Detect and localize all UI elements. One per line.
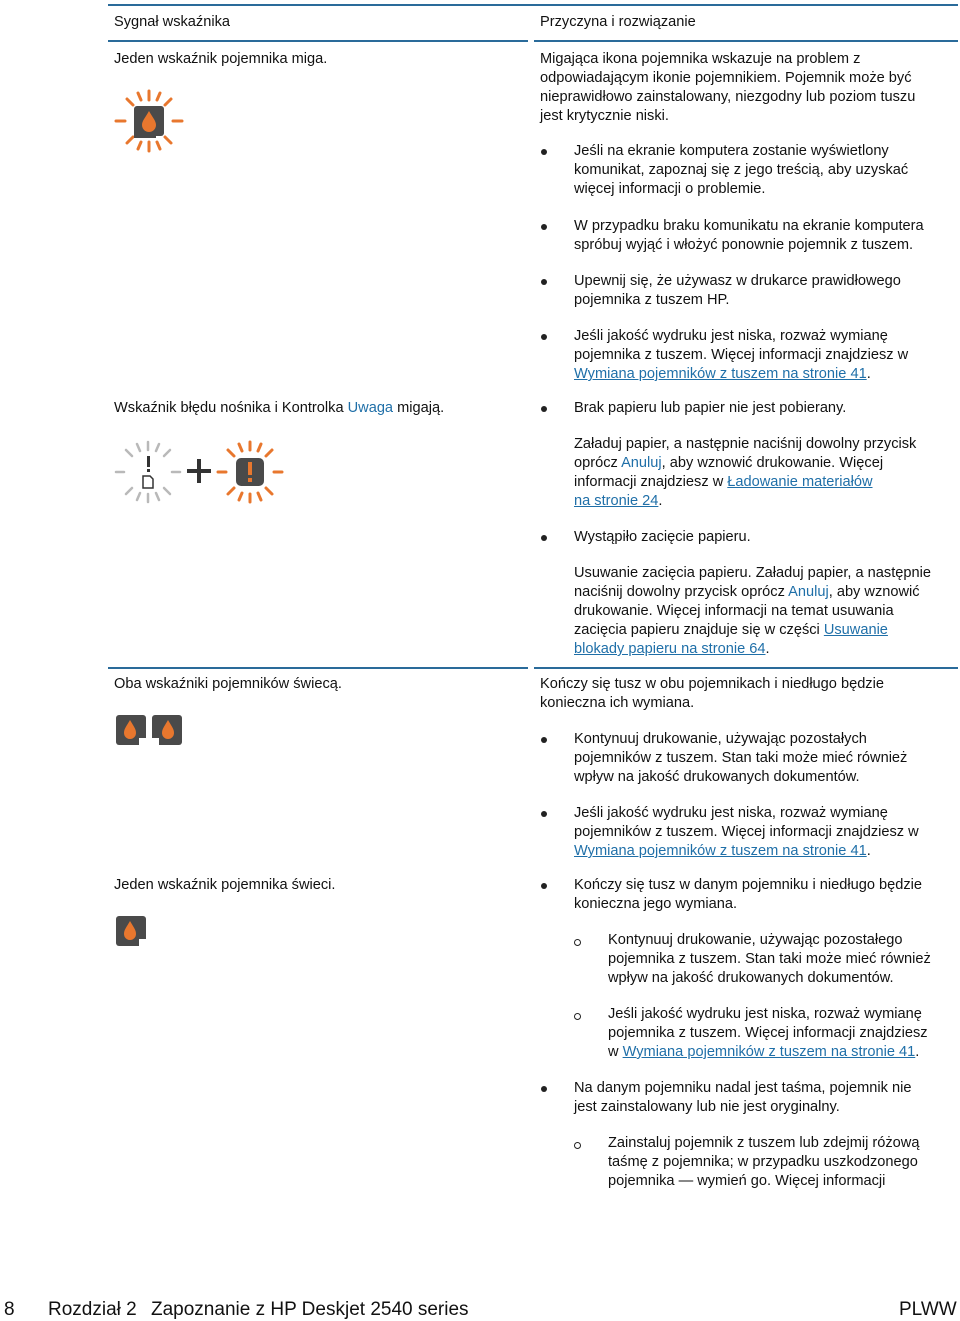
row1-b1-line-1: Jeśli na ekranie komputera zostanie wyświetlony	[574, 143, 889, 159]
blinking-cartridge-icon	[112, 88, 186, 154]
cartridge-lit-icon	[115, 915, 147, 947]
header-bottom-rule-right	[534, 40, 958, 42]
row3-cause-line-2: konieczna ich wymiana.	[540, 695, 695, 711]
text: , aby wznowić	[828, 584, 920, 600]
header-bottom-rule-left	[108, 40, 528, 42]
row3-b2-line-2: pojemników z tuszem. Więcej informacji znajdziesz w	[574, 824, 919, 840]
row2-para-2	[574, 564, 931, 659]
row1-cause-text	[540, 50, 915, 126]
row1-cause-line-4: jest krytycznie niski.	[540, 108, 669, 124]
bullet	[541, 224, 547, 230]
row4-bullet-2	[574, 1079, 911, 1117]
text: w	[608, 1044, 623, 1060]
cancel-word: Anuluj	[788, 584, 829, 600]
row4-sub-3	[608, 1134, 919, 1191]
text: , aby wznowić drukowanie. Więcej	[661, 455, 884, 471]
bullet	[541, 811, 547, 817]
bullet	[541, 1086, 547, 1092]
chapter-label: Rozdział 2	[48, 1299, 137, 1320]
attention-icon	[214, 438, 286, 506]
row4-s1-line-1: Kontynuuj drukowanie, używając pozostałego	[608, 932, 903, 948]
row4-link-replace-cartridges[interactable]: Wymiana pojemników z tuszem na stronie 41	[622, 1044, 916, 1060]
row3-bullet-1	[574, 730, 907, 787]
bullet	[541, 406, 547, 412]
plus-icon	[186, 458, 212, 484]
cartridge-lit-icon	[115, 714, 147, 746]
sub-bullet	[574, 939, 581, 946]
row1-cause-line-1: Migająca ikona pojemnika wskazuje na problem z	[540, 51, 861, 67]
row4-s3-line-1: Zainstaluj pojemnik z tuszem lub zdejmij różową	[608, 1135, 920, 1151]
row3-b2-line-3	[574, 842, 919, 861]
sub-bullet	[574, 1013, 581, 1020]
text: naciśnij dowolny przycisk oprócz	[574, 584, 789, 600]
row1-b1-line-3: więcej informacji o problemie.	[574, 181, 766, 197]
row1-signal: Jeden wskaźnik pojemnika miga.	[114, 51, 328, 67]
row4-s3-line-3: pojemnika — wymień go. Więcej informacji	[608, 1173, 886, 1189]
row1-b3-line-2: pojemnika z tuszem HP.	[574, 292, 730, 308]
row4-s2-line-2: pojemnika z tuszem. Więcej informacji znajdziesz	[608, 1025, 928, 1041]
row3-link-replace-cartridges[interactable]: Wymiana pojemników z tuszem na stronie 41	[574, 843, 867, 859]
row3-b1-line-3: wpływ na jakość drukowanych dokumentów.	[574, 769, 860, 785]
bullet	[541, 279, 547, 285]
bullet	[541, 883, 547, 889]
link-load-media[interactable]: Ładowanie materiałów	[727, 474, 873, 490]
row1-bullet-4	[574, 327, 908, 384]
row3-cause-line-1: Kończy się tusz w obu pojemnikach i niedługo będzie	[540, 676, 884, 692]
row3-bullet-2	[574, 804, 919, 861]
row2-signal-post: migają.	[393, 400, 445, 416]
row3-b1-line-1: Kontynuuj drukowanie, używając pozostałych	[574, 731, 867, 747]
row3-signal: Oba wskaźniki pojemników świecą.	[114, 676, 342, 692]
header-top-rule	[108, 4, 958, 6]
header-signal: Sygnał wskaźnika	[114, 14, 230, 30]
text: oprócz	[574, 455, 622, 471]
row1-cause-line-3: nieprawidłowo zainstalowany, niezgodny lub poziom tuszu	[540, 89, 916, 105]
row2-p1-line-4	[574, 492, 916, 511]
text: zacięcia papieru znajduje się w części	[574, 622, 824, 638]
row1-cause-line-2: odpowiadającym ikonie pojemnikiem. Pojemnik może być	[540, 70, 912, 86]
locale-code: PLWW	[899, 1299, 957, 1320]
period: .	[658, 493, 663, 509]
row2-p2-line-1: Usuwanie zacięcia papieru. Załaduj papier, a następnie	[574, 565, 931, 581]
row-divider-right	[534, 667, 958, 669]
row2-p2-line-4	[574, 621, 931, 640]
row2-p1-line-1: Załaduj papier, a następnie naciśnij dowolny przycisk	[574, 436, 917, 452]
sub-bullet	[574, 1142, 581, 1149]
row2-p1-line-3	[574, 473, 916, 492]
bullet	[541, 535, 547, 541]
row4-bullet-1	[574, 876, 922, 914]
row-divider-left	[108, 667, 528, 669]
bullet	[541, 737, 547, 743]
row4-sub-2	[608, 1005, 928, 1062]
row4-s1-line-3: wpływ na jakość drukowanych dokumentów.	[608, 970, 894, 986]
period: .	[915, 1044, 920, 1060]
row4-s3-line-2: taśmę z pojemnika; w przypadku uszkodzonego	[608, 1154, 918, 1170]
row3-cause-text	[540, 675, 884, 713]
cartridge-lit-icon	[151, 714, 183, 746]
row3-b2-line-1: Jeśli jakość wydruku jest niska, rozważ wymianę	[574, 805, 888, 821]
page-number: 8	[4, 1299, 15, 1320]
row1-bullet-3	[574, 272, 901, 310]
period: .	[765, 641, 770, 657]
row2-p2-line-3: drukowanie. Więcej informacji na temat usuwania	[574, 603, 894, 619]
row3-b1-line-2: pojemników z tuszem. Stan taki może mieć również	[574, 750, 908, 766]
row4-s1-line-2: pojemnika z tuszem. Stan taki może mieć również	[608, 951, 931, 967]
row1-b4-line-2: pojemnika z tuszem. Więcej informacji znajdziesz w	[574, 347, 909, 363]
link-load-media-page[interactable]: na stronie 24	[574, 493, 659, 509]
row4-b1-line-1: Kończy się tusz w danym pojemniku i niedługo będzie	[574, 877, 923, 893]
row2-p1-line-2	[574, 454, 916, 473]
row2-bullet-1: Brak papieru lub papier nie jest pobierany.	[574, 400, 847, 416]
cancel-word: Anuluj	[621, 455, 662, 471]
row1-bullet-2	[574, 217, 924, 255]
link-clear-jam[interactable]: Usuwanie	[823, 622, 888, 638]
bullet	[541, 334, 547, 340]
row1-b2-line-1: W przypadku braku komunikatu na ekranie komputera	[574, 218, 924, 234]
row2-p2-line-5	[574, 640, 931, 659]
row2-para-1	[574, 435, 916, 511]
row4-sub-1	[608, 931, 931, 988]
row4-b2-line-2: jest zainstalowany lub nie jest oryginalny.	[574, 1099, 840, 1115]
row2-signal-pre: Wskaźnik błędu nośnika i Kontrolka	[114, 400, 348, 416]
header-cause: Przyczyna i rozwiązanie	[540, 14, 696, 30]
row1-b4-line-3	[574, 365, 908, 384]
period: .	[866, 843, 871, 859]
row1-b1-line-2: komunikat, zapoznaj się z jego treścią, aby uzyskać	[574, 162, 909, 178]
row1-b4-line-1: Jeśli jakość wydruku jest niska, rozważ wymianę	[574, 328, 888, 344]
row4-b2-line-1: Na danym pojemniku nadal jest taśma, pojemnik nie	[574, 1080, 912, 1096]
row4-s2-line-1: Jeśli jakość wydruku jest niska, rozważ wymianę	[608, 1006, 922, 1022]
link-clear-jam-page[interactable]: blokady papieru na stronie 64	[574, 641, 766, 657]
row4-signal: Jeden wskaźnik pojemnika świeci.	[114, 877, 336, 893]
text: informacji znajdziesz w	[574, 474, 728, 490]
row2-signal-attention: Uwaga	[347, 400, 394, 416]
row1-bullet-1	[574, 142, 908, 199]
period: .	[866, 366, 871, 382]
row4-s2-line-3	[608, 1043, 928, 1062]
media-error-icon	[112, 438, 184, 506]
chapter-title: Zapoznanie z HP Deskjet 2540 series	[151, 1299, 469, 1320]
row2-bullet-2: Wystąpiło zacięcie papieru.	[574, 529, 751, 545]
row2-p2-line-2	[574, 583, 931, 602]
row1-b2-line-2: spróbuj wyjąć i włożyć ponownie pojemnik z tuszem.	[574, 237, 914, 253]
row4-b1-line-2: konieczna jego wymiana.	[574, 896, 738, 912]
row1-link-replace-cartridges[interactable]: Wymiana pojemników z tuszem na stronie 41	[574, 366, 867, 382]
row1-b3-line-1: Upewnij się, że używasz w drukarce prawidłowego	[574, 273, 901, 289]
bullet	[541, 149, 547, 155]
row2-signal	[114, 399, 444, 418]
